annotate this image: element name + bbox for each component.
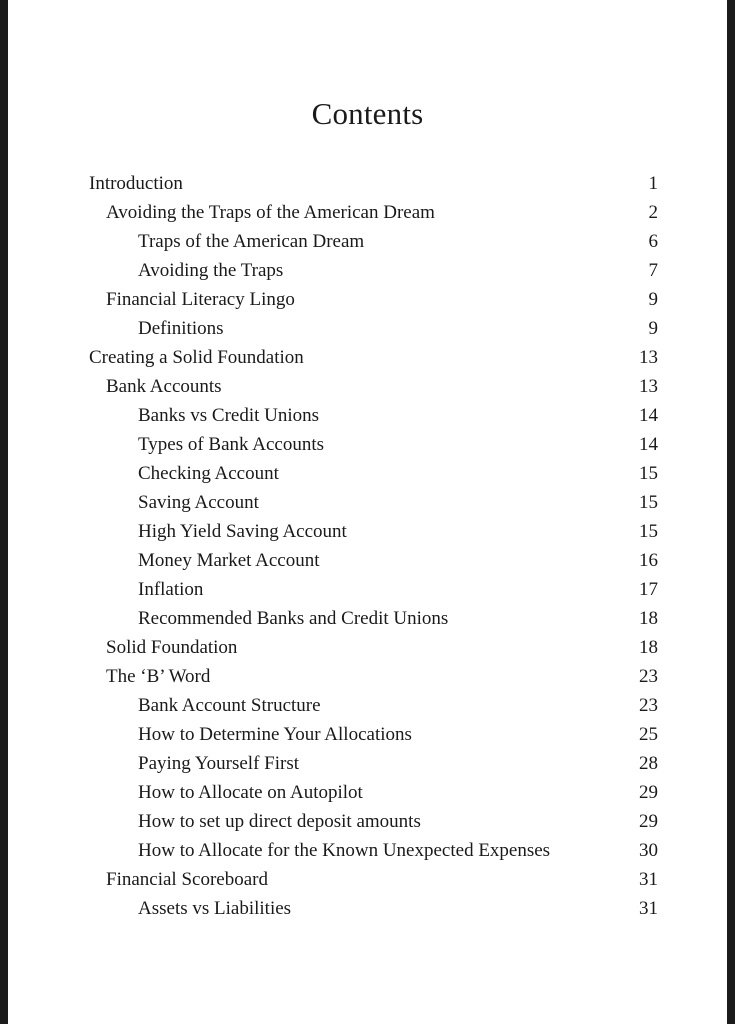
toc-entry-page-number: 30 bbox=[639, 840, 658, 861]
toc-entry-page-number: 23 bbox=[639, 666, 658, 687]
toc-entry-page-number: 29 bbox=[639, 782, 658, 803]
toc-entry-page-number: 13 bbox=[639, 347, 658, 368]
document-page bbox=[8, 0, 727, 1024]
toc-entry-page-number: 14 bbox=[639, 434, 658, 455]
toc-entry-page-number: 14 bbox=[639, 405, 658, 426]
toc-entry-page-number: 17 bbox=[639, 579, 658, 600]
toc-entry bbox=[89, 430, 658, 459]
toc-entry-label: How to set up direct deposit amounts bbox=[138, 811, 421, 832]
toc-entry-label: How to Determine Your Allocations bbox=[138, 724, 412, 745]
toc-entry bbox=[89, 285, 658, 314]
toc-entry-label: Traps of the American Dream bbox=[138, 231, 365, 252]
toc-entry bbox=[89, 894, 658, 923]
toc-entry bbox=[89, 401, 658, 430]
toc-entry-page-number: 18 bbox=[639, 637, 658, 658]
toc-entry-label: Saving Account bbox=[138, 492, 259, 513]
toc-entry-label: Money Market Account bbox=[138, 550, 320, 571]
toc-entry bbox=[89, 633, 658, 662]
toc-entry-label: Types of Bank Accounts bbox=[138, 434, 325, 455]
toc-entry-label: How to Allocate on Autopilot bbox=[138, 782, 363, 803]
toc-entry-page-number: 9 bbox=[648, 289, 658, 310]
toc-entry-label: Bank Account Structure bbox=[138, 695, 321, 716]
toc-entry-page-number: 25 bbox=[639, 724, 658, 745]
toc-entry-label: Avoiding the Traps bbox=[138, 260, 284, 281]
toc-entry bbox=[89, 691, 658, 720]
toc-entry-label: Creating a Solid Foundation bbox=[89, 347, 304, 368]
toc-entry-label: Checking Account bbox=[138, 463, 279, 484]
toc-entry bbox=[89, 865, 658, 894]
toc-entry-page-number: 18 bbox=[639, 608, 658, 629]
toc-entry-page-number: 9 bbox=[648, 318, 658, 339]
toc-entry bbox=[89, 169, 658, 198]
toc-entry-label: Assets vs Liabilities bbox=[138, 898, 292, 919]
toc-entry-label: Avoiding the Traps of the American Dream bbox=[106, 202, 435, 223]
toc-entry-label: Solid Foundation bbox=[106, 637, 238, 658]
toc-entry-label: Banks vs Credit Unions bbox=[138, 405, 320, 426]
toc-entry-page-number: 28 bbox=[639, 753, 658, 774]
toc-entry-label: High Yield Saving Account bbox=[138, 521, 347, 542]
toc-entry bbox=[89, 749, 658, 778]
toc-entry bbox=[89, 517, 658, 546]
toc-entry-label: How to Allocate for the Known Unexpected Expenses bbox=[138, 840, 551, 861]
toc-entry-label: Financial Literacy Lingo bbox=[106, 289, 295, 310]
toc-entry bbox=[89, 836, 658, 865]
toc-entry bbox=[89, 720, 658, 749]
toc-entry-page-number: 16 bbox=[639, 550, 658, 571]
toc-entry-page-number: 15 bbox=[639, 521, 658, 542]
toc-entry bbox=[89, 662, 658, 691]
toc-entry bbox=[89, 546, 658, 575]
page-title: Contents bbox=[311, 96, 424, 131]
toc-entry-page-number: 31 bbox=[639, 898, 658, 919]
toc-entry bbox=[89, 198, 658, 227]
toc-entry-label: Inflation bbox=[138, 579, 204, 600]
toc-entry-label: Financial Scoreboard bbox=[106, 869, 268, 890]
toc-entry-page-number: 23 bbox=[639, 695, 658, 716]
toc-entry-page-number: 15 bbox=[639, 492, 658, 513]
toc-entry bbox=[89, 488, 658, 517]
toc-entry bbox=[89, 372, 658, 401]
toc-entry bbox=[89, 459, 658, 488]
toc-entry-label: Definitions bbox=[138, 318, 224, 339]
toc-entry-page-number: 15 bbox=[639, 463, 658, 484]
toc-entry bbox=[89, 807, 658, 836]
toc-entry bbox=[89, 227, 658, 256]
toc-entry bbox=[89, 314, 658, 343]
toc-entry-label: Bank Accounts bbox=[106, 376, 222, 397]
toc-entry-page-number: 2 bbox=[648, 202, 658, 223]
toc-entry-page-number: 7 bbox=[648, 260, 658, 281]
toc-entry-label: Paying Yourself First bbox=[138, 753, 299, 774]
toc-entry bbox=[89, 604, 658, 633]
toc-entry-label: The ‘B’ Word bbox=[106, 666, 211, 687]
toc-entry-page-number: 13 bbox=[639, 376, 658, 397]
toc-entry-label: Introduction bbox=[89, 173, 183, 194]
toc-entry bbox=[89, 778, 658, 807]
table-of-contents bbox=[89, 169, 658, 923]
toc-entry bbox=[89, 343, 658, 372]
toc-entry-page-number: 31 bbox=[639, 869, 658, 890]
toc-entry-page-number: 29 bbox=[639, 811, 658, 832]
toc-entry-page-number: 6 bbox=[648, 231, 658, 252]
toc-entry bbox=[89, 256, 658, 285]
toc-entry-page-number: 1 bbox=[648, 173, 658, 194]
toc-entry-label: Recommended Banks and Credit Unions bbox=[138, 608, 449, 629]
toc-entry bbox=[89, 575, 658, 604]
